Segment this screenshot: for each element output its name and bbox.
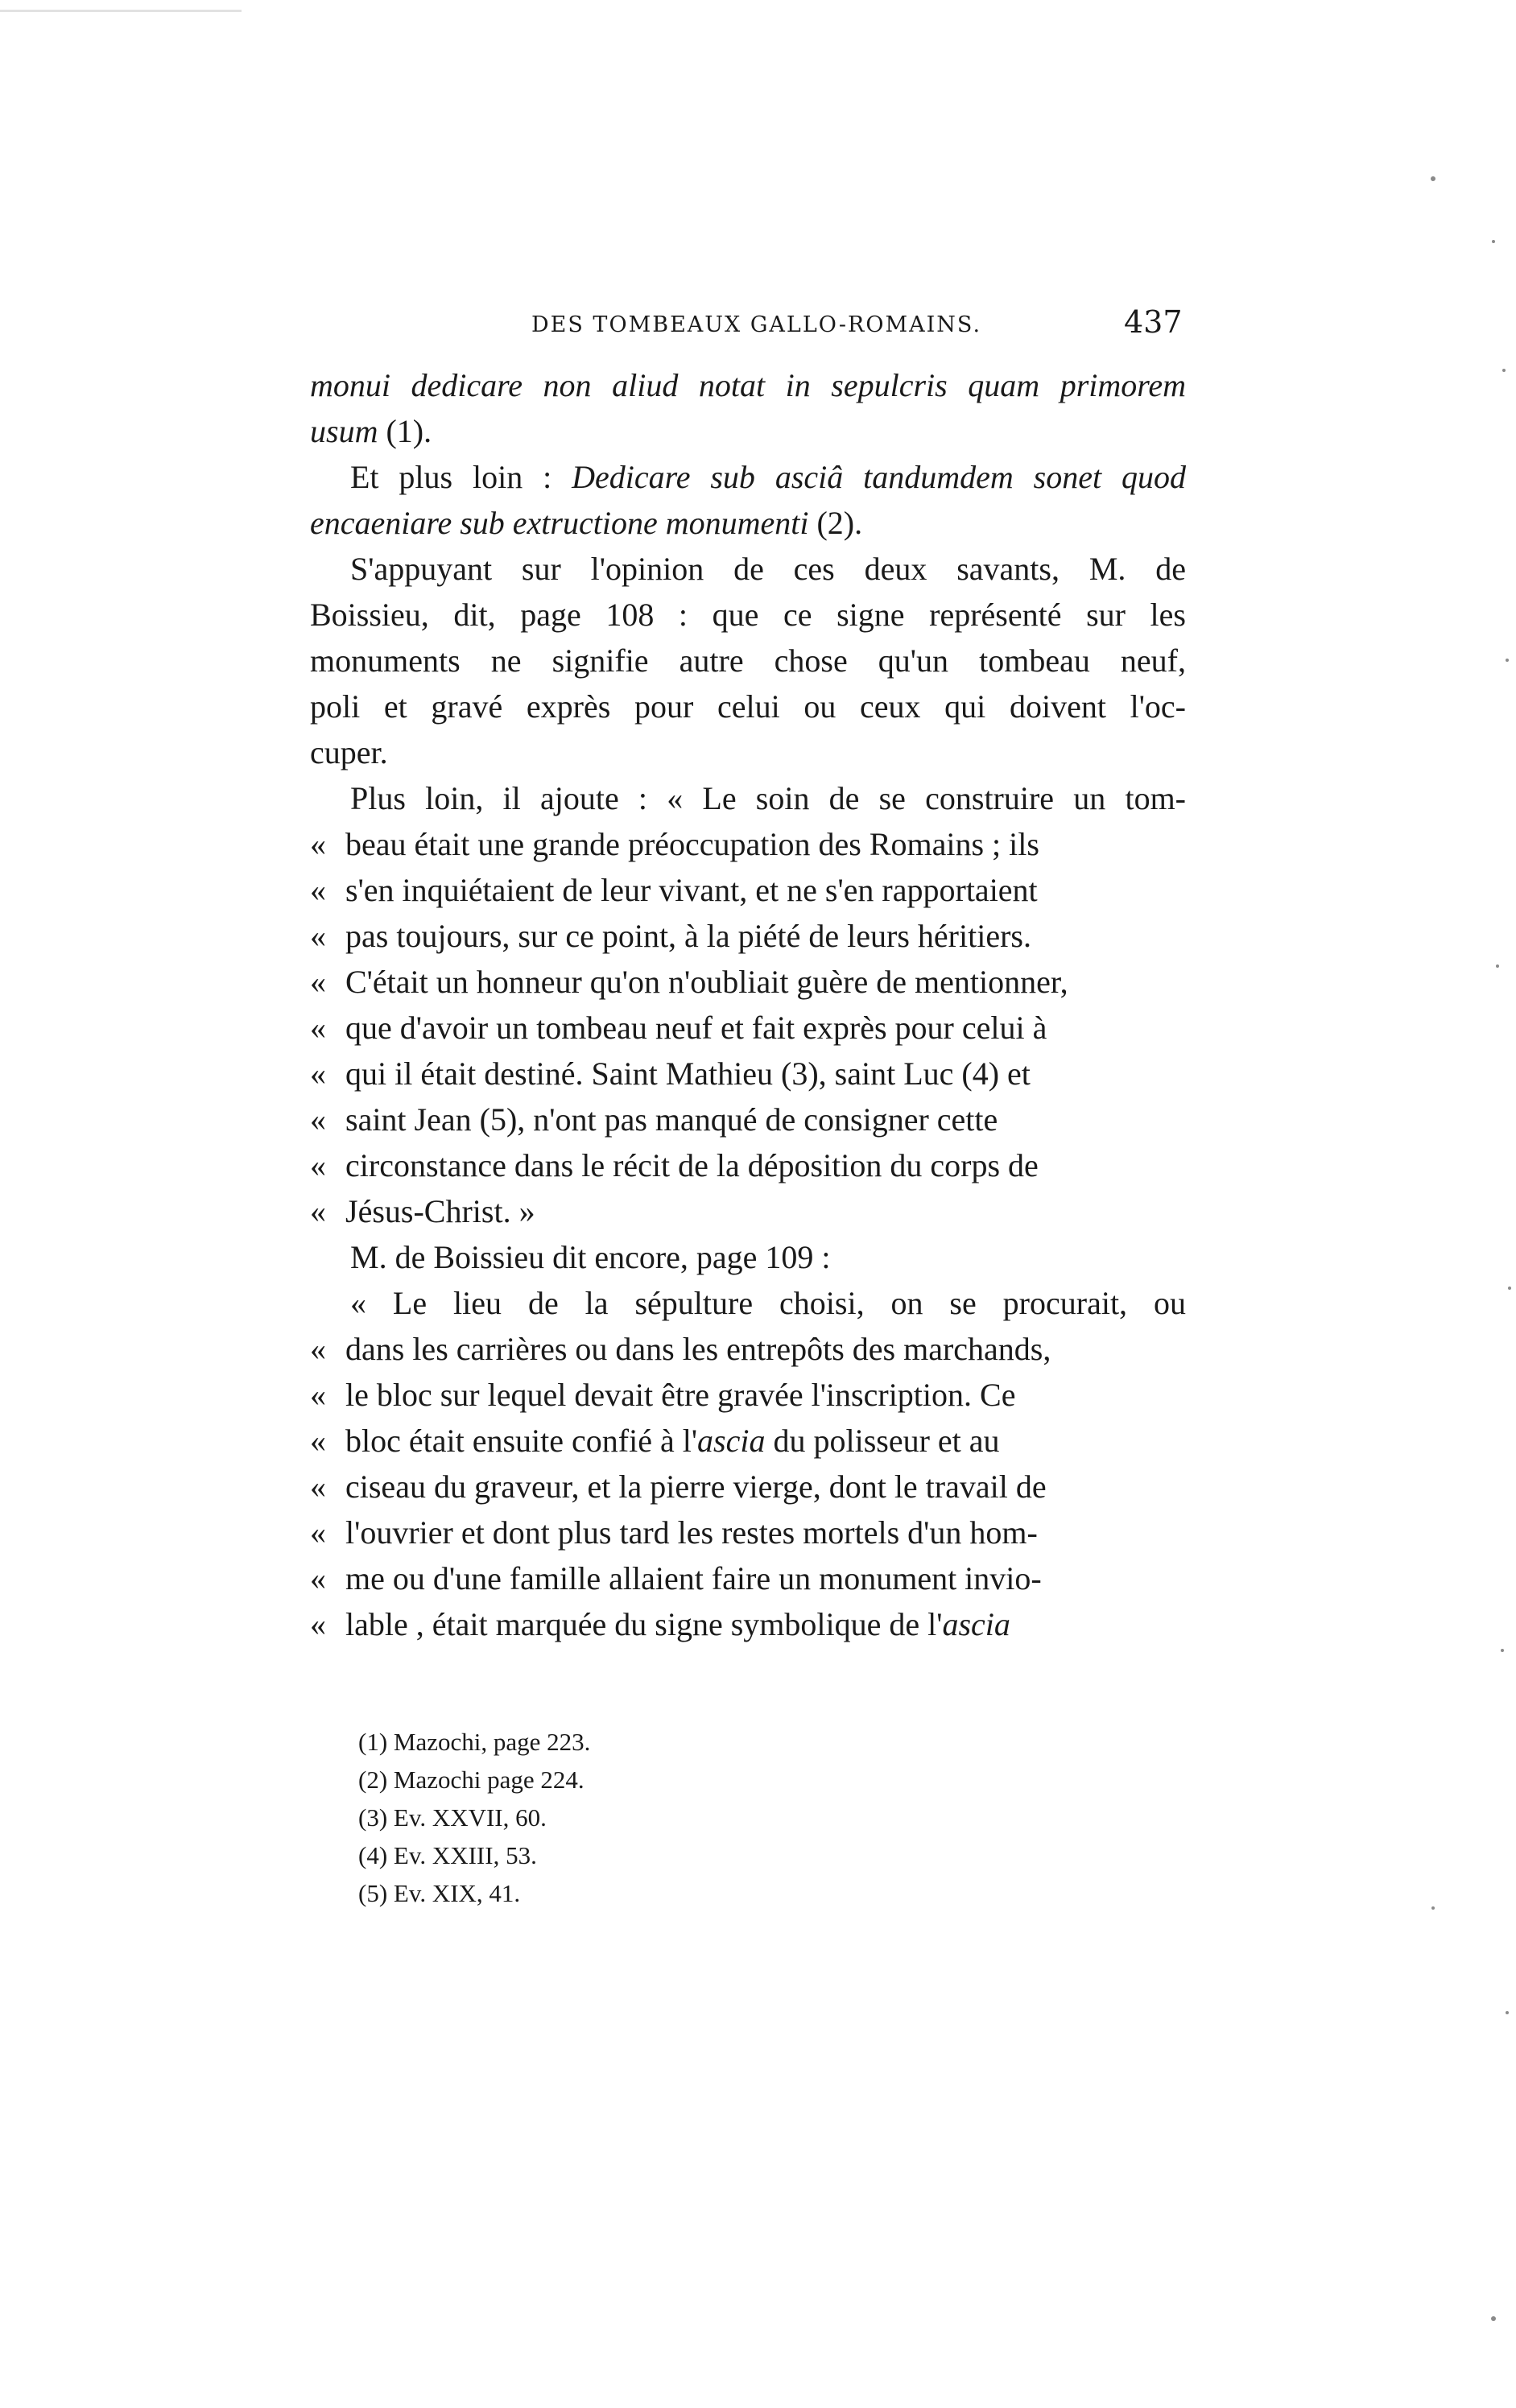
page-number: 437 — [1124, 304, 1183, 340]
text-line: S'appuyant sur l'opinion de ces deux savants, M. de — [350, 551, 1186, 587]
text-line: encaeniare sub extructione monumenti (2). — [310, 505, 863, 541]
body-text — [310, 362, 1186, 1647]
text-line: poli et gravé exprès pour celui ou ceux qui doivent l'oc- — [310, 688, 1186, 725]
quoted-line: « ciseau du graveur, et la pierre vierge, dont le travail de — [310, 1468, 1047, 1505]
quoted-line: « qui il était destiné. Saint Mathieu (3), saint Luc (4) et — [310, 1055, 1031, 1092]
footnote: (2) Mazochi page 224. — [358, 1766, 585, 1794]
text-line: « Le lieu de la sépulture choisi, on se procurait, ou — [350, 1285, 1186, 1321]
quoted-line: « bloc était ensuite confié à l'ascia du polisseur et au — [310, 1423, 1000, 1459]
footnote: (4) Ev. XXIII, 53. — [358, 1841, 537, 1869]
quoted-line: « l'ouvrier et dont plus tard les restes mortels d'un hom- — [310, 1514, 1038, 1551]
footnote: (5) Ev. XIX, 41. — [358, 1879, 521, 1907]
text-line: monui dedicare non aliud notat in sepulcris quam primorem — [310, 367, 1186, 403]
text-line: usum (1). — [310, 413, 432, 449]
text-line: M. de Boissieu dit encore, page 109 : — [350, 1239, 831, 1275]
quoted-line: « s'en inquiétaient de leur vivant, et ne s'en rapportaient — [310, 872, 1038, 908]
footnote: (1) Mazochi, page 223. — [358, 1728, 591, 1756]
quoted-line: « le bloc sur lequel devait être gravée l'inscription. Ce — [310, 1377, 1016, 1413]
footnotes — [358, 1723, 590, 1912]
quoted-line: « C'était un honneur qu'on n'oubliait guère de mentionner, — [310, 964, 1068, 1000]
footnote: (3) Ev. XXVII, 60. — [358, 1803, 547, 1832]
quoted-line: « dans les carrières ou dans les entrepôts des marchands, — [310, 1331, 1051, 1367]
running-head: DES TOMBEAUX GALLO-ROMAINS. — [531, 312, 982, 337]
text-line: Et plus loin : Dedicare sub asciâ tandumdem sonet quod — [350, 459, 1186, 495]
text-line: Plus loin, il ajoute : « Le soin de se construire un tom- — [350, 780, 1186, 816]
text-line: Boissieu, dit, page 108 : que ce signe représenté sur les — [310, 597, 1186, 633]
quoted-line: « lable , était marquée du signe symbolique de l'ascia — [310, 1606, 1010, 1642]
quoted-line: « circonstance dans le récit de la déposition du corps de — [310, 1147, 1039, 1183]
quoted-line: « Jésus-Christ. » — [310, 1193, 535, 1229]
quoted-line: « pas toujours, sur ce point, à la piété de leurs héritiers. — [310, 918, 1031, 954]
text-line: monuments ne signifie autre chose qu'un tombeau neuf, — [310, 642, 1186, 679]
quoted-line: « saint Jean (5), n'ont pas manqué de consigner cette — [310, 1101, 998, 1138]
quoted-line: « beau était une grande préoccupation des Romains ; ils — [310, 826, 1039, 862]
text-line: cuper. — [310, 734, 388, 770]
quoted-line: « me ou d'une famille allaient faire un monument invio- — [310, 1560, 1042, 1596]
quoted-line: « que d'avoir un tombeau neuf et fait exprès pour celui à — [310, 1010, 1047, 1046]
